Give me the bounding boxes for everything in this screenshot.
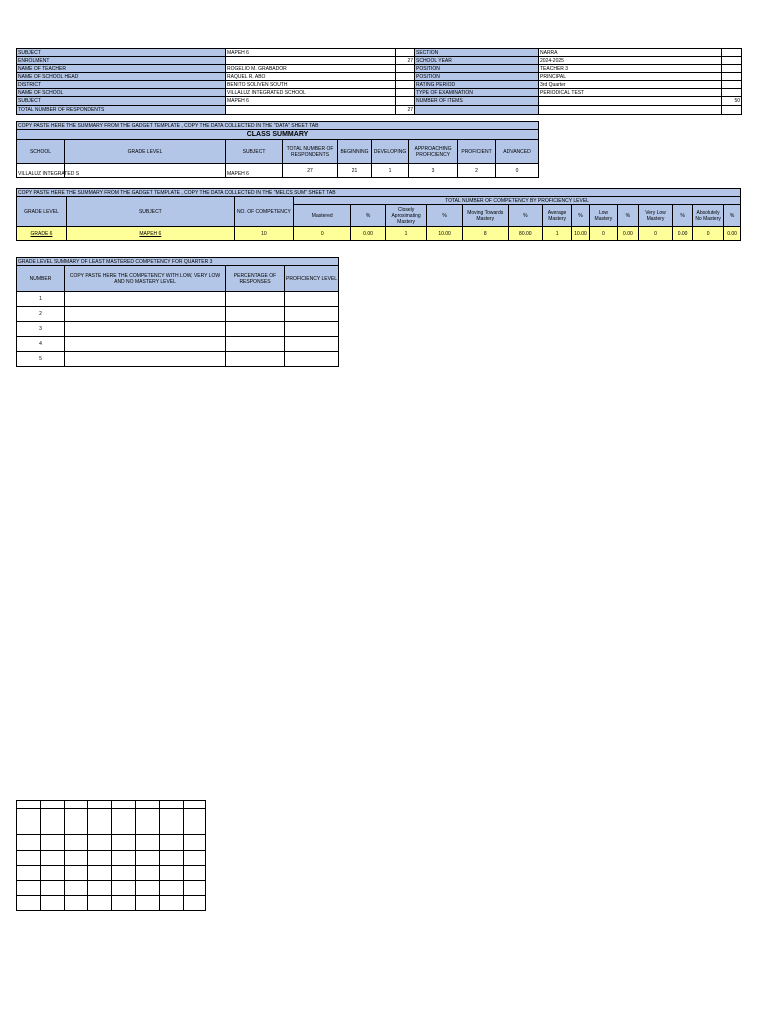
col-header: SUBJECT <box>67 197 235 227</box>
header-label: NUMBER OF ITEMS <box>415 97 539 106</box>
advanced-cell: 0 <box>496 164 539 178</box>
col-header: DEVELOPING <box>372 140 409 164</box>
school-cell: VILLALUZ INTEGRATED S <box>17 164 65 178</box>
melcs-value-cell: 0.00 <box>351 227 385 241</box>
col-header: PROFICIENCY LEVEL <box>285 266 339 292</box>
empty-cell <box>226 352 285 367</box>
header-label: SUBJECT <box>17 49 226 57</box>
col-header: NO. OF COMPETENCY <box>234 197 293 227</box>
grade-level-cell: GRADE 6 <box>17 227 67 241</box>
grid-cell <box>65 896 88 911</box>
grid-cell <box>112 851 136 866</box>
header-number <box>722 57 742 65</box>
header-value: NARRA <box>539 49 722 57</box>
beginning-cell: 21 <box>338 164 372 178</box>
grid-cell <box>136 866 160 881</box>
col-header: % <box>617 205 638 227</box>
grid-cell <box>184 809 206 835</box>
col-header: GRADE LEVEL <box>17 197 67 227</box>
grid-cell <box>160 896 184 911</box>
col-header: GRADE LEVEL <box>65 140 226 164</box>
grid-cell <box>112 881 136 896</box>
class-summary-title: CLASS SUMMARY <box>17 130 539 140</box>
grid-cell <box>88 809 112 835</box>
grid-cell <box>17 851 41 866</box>
empty-cell <box>65 352 226 367</box>
header-number: 27 <box>396 106 415 115</box>
header-label: NAME OF SCHOOL HEAD <box>17 73 226 81</box>
grid-cell <box>184 881 206 896</box>
empty-cell <box>226 307 285 322</box>
header-number <box>722 65 742 73</box>
melcs-value-cell: 10.00 <box>427 227 462 241</box>
melcs-value-cell: 0.00 <box>673 227 693 241</box>
empty-grid <box>16 800 206 911</box>
grid-cell <box>17 896 41 911</box>
developing-cell: 1 <box>372 164 409 178</box>
grid-cell <box>65 801 88 809</box>
grid-cell <box>184 835 206 851</box>
empty-cell <box>285 322 339 337</box>
col-header: SCHOOL <box>17 140 65 164</box>
melcs-value-cell: 10.00 <box>572 227 590 241</box>
grid-cell <box>160 881 184 896</box>
grid-cell <box>41 851 65 866</box>
col-header: % <box>508 205 542 227</box>
grid-cell <box>41 801 65 809</box>
col-header: SUBJECT <box>226 140 283 164</box>
row-number: 1 <box>17 292 65 307</box>
grid-cell <box>88 851 112 866</box>
grid-cell <box>136 881 160 896</box>
least-mastered-table <box>16 257 339 367</box>
header-label: NAME OF SCHOOL <box>17 89 226 97</box>
empty-cell <box>285 292 339 307</box>
header-label: DISTRICT <box>17 81 226 89</box>
empty-cell <box>226 292 285 307</box>
grid-cell <box>65 835 88 851</box>
grid-row <box>17 866 206 881</box>
empty-cell <box>65 307 226 322</box>
empty-cell <box>226 337 285 352</box>
header-value: 2024-2025 <box>539 57 722 65</box>
grid-row <box>17 809 206 835</box>
header-number <box>396 73 415 81</box>
subject-cell: MAPEH 6 <box>67 227 235 241</box>
grid-cell <box>88 801 112 809</box>
header-value: BENITO SOLIVEN SOUTH <box>226 81 396 89</box>
header-label: TOTAL NUMBER OF RESPONDENTS <box>17 106 226 115</box>
col-header: COPY PASTE HERE THE COMPETENCY WITH LOW, VERY LOW AND NO MASTERY LEVEL <box>65 266 226 292</box>
grid-cell <box>17 809 41 835</box>
melcs-value-cell: 1 <box>543 227 572 241</box>
header-value: ROGELIO M. GRABADOR <box>226 65 396 73</box>
col-header: APPROACHING PROFICIENCY <box>409 140 458 164</box>
grid-cell <box>136 896 160 911</box>
grid-cell <box>184 896 206 911</box>
melcs-group-header: TOTAL NUMBER OF COMPETENCY BY PROFICIENCY LEVEL <box>294 197 741 205</box>
total-respondents-cell: 27 <box>283 164 338 178</box>
header-number <box>722 89 742 97</box>
header-label <box>415 106 539 115</box>
grid-cell <box>136 851 160 866</box>
grid-cell <box>17 835 41 851</box>
header-value: VILLALUZ INTEGRATED SCHOOL <box>226 89 396 97</box>
melcs-value-cell: 0 <box>294 227 351 241</box>
grid-cell <box>160 809 184 835</box>
grid-cell <box>160 801 184 809</box>
header-value: MAPEH 6 <box>226 49 396 57</box>
grid-cell <box>65 851 88 866</box>
empty-cell <box>285 307 339 322</box>
grid-row <box>17 801 206 809</box>
grid-cell <box>17 801 41 809</box>
grid-cell <box>17 881 41 896</box>
approaching-cell: 3 <box>409 164 458 178</box>
col-header: Very Low Mastery <box>638 205 672 227</box>
col-header: TOTAL NUMBER OF RESPONDENTS <box>283 140 338 164</box>
header-value <box>226 106 396 115</box>
col-header: % <box>724 205 741 227</box>
table-row <box>17 292 339 307</box>
row-number: 3 <box>17 322 65 337</box>
grid-cell <box>88 835 112 851</box>
header-number <box>396 97 415 106</box>
table-row <box>17 337 339 352</box>
empty-cell <box>226 322 285 337</box>
row-number: 4 <box>17 337 65 352</box>
header-label: RATING PERIOD <box>415 81 539 89</box>
grid-cell <box>112 801 136 809</box>
header-value: PERIODICAL TEST <box>539 89 722 97</box>
table-row <box>17 352 339 367</box>
header-label: SECTION <box>415 49 539 57</box>
grid-cell <box>112 896 136 911</box>
empty-cell <box>285 337 339 352</box>
melcs-value-cell: 0 <box>638 227 672 241</box>
header-number <box>722 49 742 57</box>
grid-cell <box>112 835 136 851</box>
table-row <box>17 307 339 322</box>
grid-cell <box>184 851 206 866</box>
class-summary-instruction: COPY PASTE HERE THE SUMMARY FROM THE GADGET TEMPLATE , COPY THE DATA COLLECTED IN THE "DATA" SHEET TAB <box>17 122 539 130</box>
col-header: PERCENTAGE OF RESPONSES <box>226 266 285 292</box>
col-header: Moving Towards Mastery <box>462 205 508 227</box>
row-number: 5 <box>17 352 65 367</box>
grid-cell <box>41 835 65 851</box>
header-number <box>396 65 415 73</box>
grid-cell <box>65 866 88 881</box>
class-summary-table <box>16 121 539 178</box>
grid-cell <box>160 866 184 881</box>
header-info-table <box>16 48 742 115</box>
melcs-summary-table <box>16 188 741 241</box>
melcs-value-cell: 80.00 <box>508 227 542 241</box>
empty-cell <box>65 292 226 307</box>
header-label: POSITION <box>415 73 539 81</box>
proficient-cell: 2 <box>458 164 496 178</box>
grid-cell <box>136 801 160 809</box>
col-header: % <box>427 205 462 227</box>
grid-cell <box>17 866 41 881</box>
col-header: % <box>673 205 693 227</box>
table-row <box>17 322 339 337</box>
grid-cell <box>184 801 206 809</box>
grid-row <box>17 881 206 896</box>
grid-cell <box>88 866 112 881</box>
melcs-value-cell: 0.00 <box>724 227 741 241</box>
col-header: NUMBER <box>17 266 65 292</box>
header-value <box>226 57 396 65</box>
col-header: % <box>351 205 385 227</box>
melcs-value-cell: 10 <box>234 227 293 241</box>
header-value <box>539 97 722 106</box>
header-number <box>722 73 742 81</box>
melcs-value-cell: 1 <box>385 227 427 241</box>
header-value: RAQUEL R. ABO <box>226 73 396 81</box>
header-number <box>396 49 415 57</box>
empty-cell <box>285 352 339 367</box>
grid-cell <box>160 835 184 851</box>
grid-cell <box>65 881 88 896</box>
grid-cell <box>41 896 65 911</box>
grid-cell <box>160 851 184 866</box>
grid-cell <box>112 809 136 835</box>
header-label: POSITION <box>415 65 539 73</box>
col-header: Mastered <box>294 205 351 227</box>
grid-cell <box>41 881 65 896</box>
header-value: 3rd Quarter <box>539 81 722 89</box>
col-header: Low Mastery <box>589 205 617 227</box>
header-label: TYPE OF EXAMINATION <box>415 89 539 97</box>
empty-cell <box>65 322 226 337</box>
col-header: BEGINNING <box>338 140 372 164</box>
empty-cell <box>65 337 226 352</box>
header-value: PRINCIPAL <box>539 73 722 81</box>
subject-cell: MAPEH 6 <box>226 164 283 178</box>
grade-cell <box>65 164 226 178</box>
header-label: NAME OF TEACHER <box>17 65 226 73</box>
grid-cell <box>136 809 160 835</box>
header-number: 27 <box>396 57 415 65</box>
grid-cell <box>41 866 65 881</box>
col-header: Absolutely No Mastery <box>692 205 723 227</box>
grid-cell <box>184 866 206 881</box>
header-number <box>396 81 415 89</box>
grid-cell <box>65 809 88 835</box>
header-label: SUBJECT <box>17 97 226 106</box>
col-header: % <box>572 205 590 227</box>
col-header: Closely Aproximating Mastery <box>385 205 427 227</box>
grid-row <box>17 851 206 866</box>
grid-cell <box>41 809 65 835</box>
header-number <box>722 106 742 115</box>
header-value <box>539 106 722 115</box>
row-number: 2 <box>17 307 65 322</box>
col-header: ADVANCED <box>496 140 539 164</box>
header-value: TEACHER 3 <box>539 65 722 73</box>
header-value: MAPEH 6 <box>226 97 396 106</box>
grid-cell <box>88 881 112 896</box>
header-label: SCHOOL YEAR <box>415 57 539 65</box>
grid-row <box>17 896 206 911</box>
col-header: PROFICIENT <box>458 140 496 164</box>
melcs-value-cell: 0.00 <box>617 227 638 241</box>
least-mastered-title: GRADE LEVEL SUMMARY OF LEAST MASTERED COMPETENCY FOR QUARTER 3 <box>17 258 339 266</box>
grid-row <box>17 835 206 851</box>
grid-cell <box>88 896 112 911</box>
header-number <box>396 89 415 97</box>
header-number <box>722 81 742 89</box>
melcs-value-cell: 0 <box>589 227 617 241</box>
melcs-value-cell: 8 <box>462 227 508 241</box>
melcs-value-cell: 0 <box>692 227 723 241</box>
melcs-instruction: COPY PASTE HERE THE SUMMARY FROM THE GADGET TEMPLATE , COPY THE DATA COLLECTED IN THE "MELCS SUM" SHEET TAB <box>17 189 741 197</box>
header-label: ENROLMENT <box>17 57 226 65</box>
col-header: Average Mastery <box>543 205 572 227</box>
header-number: 50 <box>722 97 742 106</box>
grid-cell <box>112 866 136 881</box>
grid-cell <box>136 835 160 851</box>
